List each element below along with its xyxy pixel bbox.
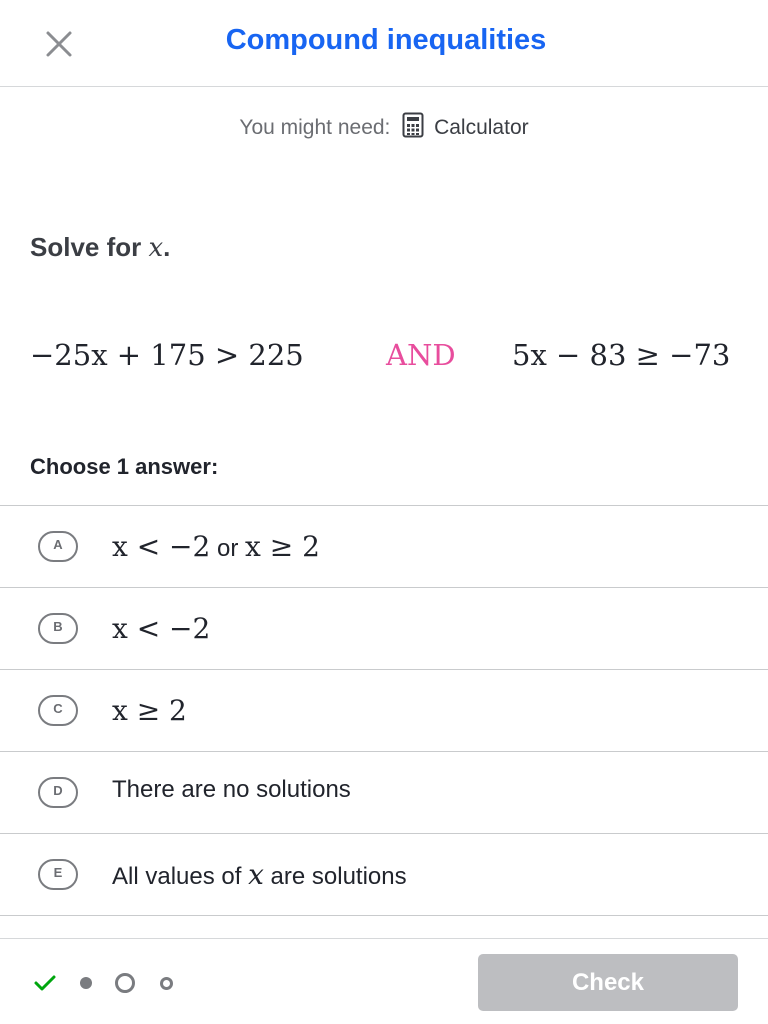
choice-c-math: x ≥ 2 bbox=[112, 694, 187, 727]
choice-a-part1: x < −2 bbox=[112, 530, 211, 563]
tools-label: You might need: bbox=[239, 116, 391, 139]
choice-text bbox=[112, 612, 210, 645]
small-ring-dot-icon bbox=[160, 977, 173, 990]
prompt-period: . bbox=[163, 232, 171, 262]
choice-e-after: are solutions bbox=[263, 863, 407, 890]
compound-inequality bbox=[30, 338, 766, 382]
question-prompt bbox=[30, 232, 170, 263]
tools-row bbox=[0, 112, 768, 144]
choice-text: There are no solutions bbox=[112, 776, 351, 803]
choice-a[interactable] bbox=[0, 505, 768, 587]
header bbox=[0, 0, 768, 87]
choice-text bbox=[112, 530, 320, 563]
calculator-link[interactable]: Calculator bbox=[434, 116, 529, 139]
checkmark-icon bbox=[33, 973, 57, 998]
and-connector: AND bbox=[386, 338, 456, 372]
choice-letter-badge: A bbox=[38, 531, 78, 562]
choice-b-math: x < −2 bbox=[112, 612, 211, 645]
choice-e[interactable] bbox=[0, 833, 768, 916]
choice-e-var: x bbox=[248, 858, 264, 891]
footer bbox=[0, 938, 768, 1024]
choice-c[interactable] bbox=[0, 669, 768, 751]
answer-choices bbox=[0, 505, 768, 916]
ring-dot-icon bbox=[115, 973, 135, 993]
choice-a-part2: x ≥ 2 bbox=[245, 530, 320, 563]
left-inequality: −25x + 175 > 225 bbox=[30, 338, 304, 372]
choice-e-before: All values of bbox=[112, 863, 249, 890]
choice-letter-badge: D bbox=[38, 777, 78, 808]
choice-letter-badge: E bbox=[38, 859, 78, 890]
choose-label: Choose 1 answer: bbox=[30, 454, 219, 479]
choice-text bbox=[112, 858, 407, 891]
calculator-icon[interactable] bbox=[402, 112, 424, 144]
filled-dot-icon bbox=[80, 977, 92, 989]
check-button[interactable]: Check bbox=[478, 954, 738, 1011]
page-title: Compound inequalities bbox=[225, 24, 547, 56]
choice-letter-badge: B bbox=[38, 613, 78, 644]
choice-d[interactable] bbox=[0, 751, 768, 833]
choice-text bbox=[112, 694, 187, 727]
prompt-text: Solve for bbox=[30, 232, 149, 262]
choice-a-joiner: or bbox=[210, 535, 246, 562]
right-inequality: 5x − 83 ≥ −73 bbox=[512, 338, 731, 372]
prompt-variable: x bbox=[148, 233, 164, 263]
choice-b[interactable] bbox=[0, 587, 768, 669]
choice-letter-badge: C bbox=[38, 695, 78, 726]
